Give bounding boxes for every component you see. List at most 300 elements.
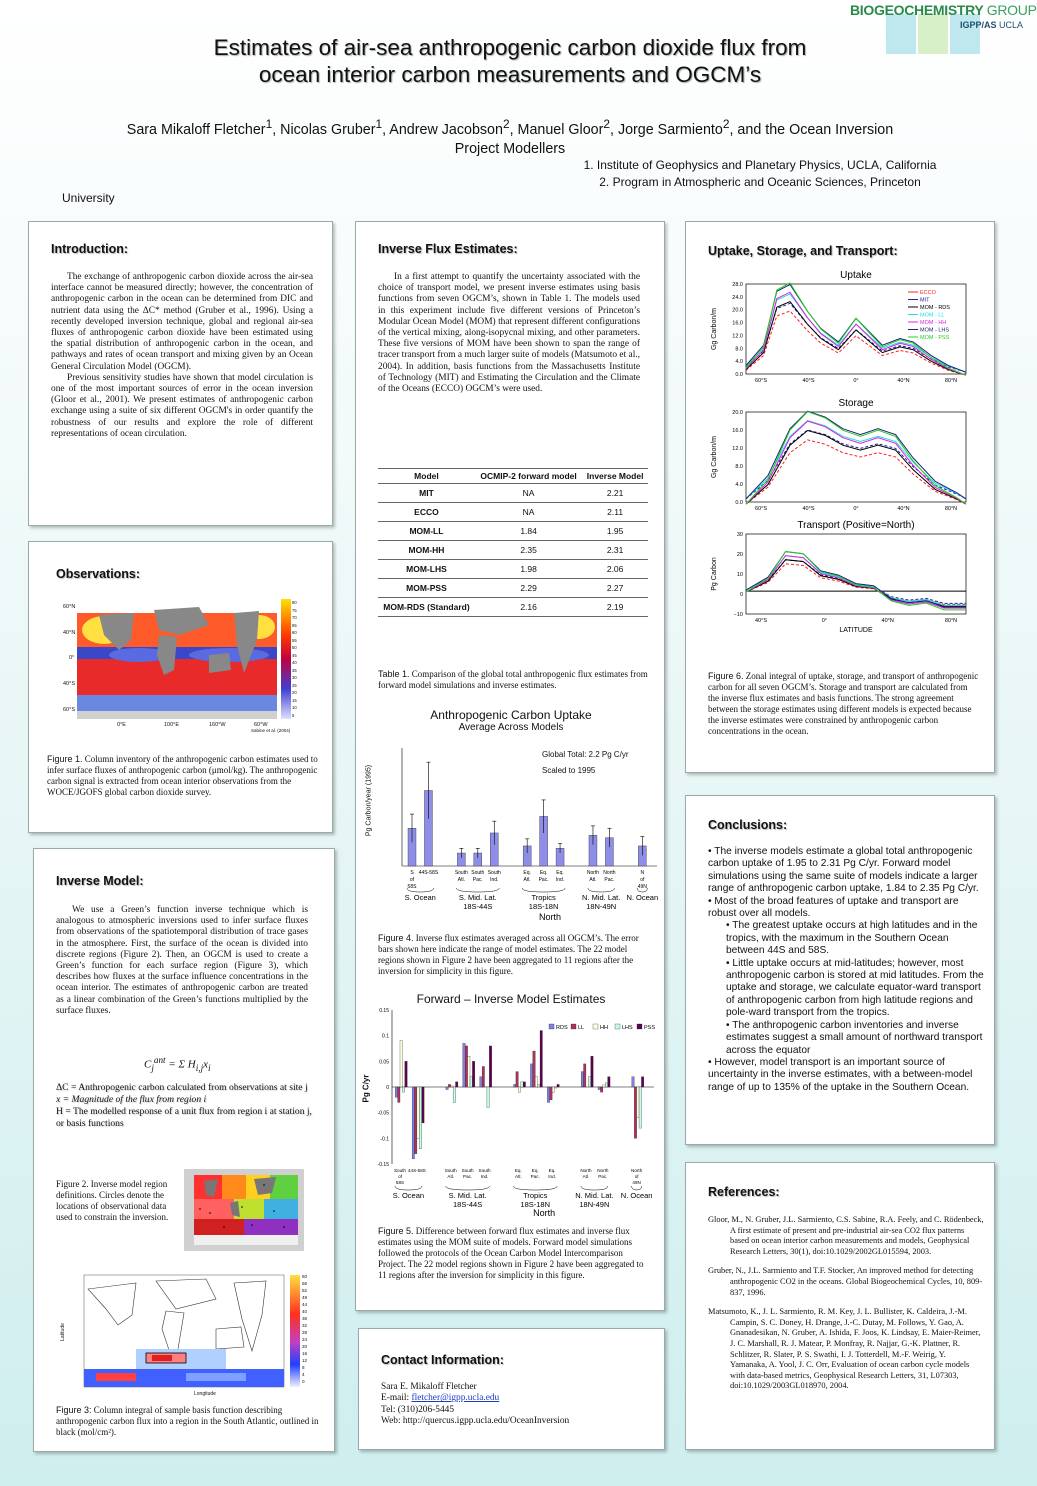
- bar: [535, 1077, 537, 1087]
- table-row: [378, 522, 648, 541]
- contact-title: Contact Information:: [381, 1353, 504, 1367]
- y-tick-label: 0.1: [382, 1033, 389, 1040]
- scale-label: 50: [292, 645, 297, 650]
- table-row: [378, 484, 648, 503]
- table-cell: 1.84: [475, 522, 582, 541]
- map-lat-5: 60°S: [63, 707, 75, 713]
- affiliation-1: 1. Institute of Geophysics and Planetary Physics, UCLA, California: [583, 158, 937, 172]
- x-tick-label: South: [478, 1168, 491, 1173]
- panel-title: Transport (Positive=North): [797, 520, 915, 531]
- figure-5-caption: [378, 1226, 648, 1281]
- map-lon-2: 100°E: [164, 722, 180, 728]
- legend-swatch: [549, 1024, 554, 1029]
- fig3-colorbar-labels: [302, 1273, 307, 1385]
- scale-label: 15: [292, 697, 297, 703]
- bar: [417, 1087, 419, 1138]
- x-tick-label: South: [454, 870, 468, 876]
- bar: [422, 1087, 424, 1123]
- table-cell: 2.06: [582, 560, 648, 579]
- bar: [598, 1087, 600, 1090]
- author-4: Manuel Gloor: [517, 121, 604, 138]
- group-brace: [446, 1186, 490, 1190]
- figure-6-caption: [708, 671, 980, 737]
- scale-label: 25: [292, 682, 297, 688]
- scale-label: 24: [302, 1337, 308, 1342]
- x-tick-label: Eq.: [523, 870, 531, 876]
- legend-label: MOM - PSS: [920, 335, 950, 341]
- x-tick-label: Atl.: [457, 877, 465, 883]
- bar: [514, 1084, 516, 1087]
- contact-web: Web: http://quercus.igpp.ucla.edu/OceanInversion: [381, 1416, 570, 1427]
- x-tick-label: 80°N: [944, 378, 958, 384]
- fig5-label: Figure 5.: [378, 1226, 414, 1236]
- scale-label: 55: [292, 637, 297, 643]
- table-cell: 2.29: [475, 579, 582, 598]
- scale-label: 0: [302, 1379, 305, 1384]
- map-lat-1: 60°N: [63, 604, 76, 610]
- logo-word: BIOGEOCHEMISTRY: [850, 2, 984, 18]
- x-tick-label: South: [444, 1168, 457, 1173]
- bar: [518, 1087, 520, 1092]
- scale-label: 75: [292, 607, 297, 613]
- x-tick-label: Eq.: [531, 1168, 539, 1173]
- bar: [516, 1072, 518, 1087]
- scale-label: 20: [302, 1344, 308, 1349]
- affiliation-2: 2. Program in Atmospheric and Oceanic Sciences, Princeton: [599, 175, 921, 189]
- poster-title: [100, 34, 920, 88]
- bar: [533, 1051, 535, 1087]
- x-tick-label: Pac.: [538, 877, 549, 883]
- email-link[interactable]: fletcher@igpp.ucla.edu: [411, 1393, 500, 1404]
- group-brace: [513, 1186, 557, 1190]
- intro-p1: The exchange of anthropogenic carbon dioxide across the air-sea interface cannot be measured directly; however, the concentration of anthropogenic carbon in the ocean can be determined from DIC and nutrient data using the ΔC* method (Gruber et al., 1996). Using a recently developed inversion technique, global and regional air-sea fluxes of anthropogenic carbon dioxide have been estimated using the spatial distribution of anthropogenic carbon in the ocean, and pathways and rates of ocean transport and mixing given by an Ocean General Circulation Model (OGCM).: [51, 272, 313, 372]
- author-2: Nicolas Gruber: [280, 121, 376, 138]
- group-label: 18S-18N: [520, 1200, 551, 1209]
- author-3: Andrew Jacobson: [389, 121, 503, 138]
- group-label: S. Mid. Lat.: [458, 893, 497, 902]
- logo-word-group: GROUP: [986, 2, 1037, 18]
- fig3-ylabel: Latitude: [59, 1323, 66, 1341]
- bar: [637, 1087, 639, 1118]
- conclusion-text: However, model transport is an important source of uncertainty in the inverse estimates, with a between-model range of up to 135% of the uptake in the Southern Ocean.: [708, 1056, 973, 1093]
- y-tick-label: 20.0: [732, 307, 743, 314]
- conclusion-item: • The greatest uptake occurs at high latitudes and in the tropics, with the maximum in the Southern Ocean between 44S and 58S.: [726, 920, 978, 957]
- table-row: [378, 503, 648, 522]
- authors-line-2: Project Modellers: [454, 140, 566, 157]
- definition-1: ΔC = Anthropogenic carbon calculated from observations at site j: [56, 1082, 308, 1093]
- y-tick-label: 20.0: [732, 410, 743, 416]
- x-tick-label: of: [640, 877, 645, 883]
- y-tick-label: 12.0: [732, 333, 743, 340]
- x-tick-label: Atl.: [589, 877, 597, 883]
- y-tick-label: 0.05: [379, 1059, 389, 1066]
- contact-name: Sara E. Mikaloff Fletcher: [381, 1382, 477, 1392]
- observations-title: Observations:: [56, 567, 141, 581]
- bar: [588, 1077, 590, 1087]
- sup: 2: [722, 117, 730, 131]
- y-tick-label: -0.1: [380, 1136, 389, 1143]
- bar: [634, 1087, 636, 1138]
- y-tick-label: 20: [736, 552, 743, 558]
- group-label: N. Ocean: [626, 893, 659, 902]
- legend-swatch: [615, 1024, 620, 1029]
- conclusions-panel: [685, 795, 995, 1145]
- group-brace: [456, 888, 499, 892]
- fig4-text: Inverse flux estimates averaged across all OGCM’s. The error bars shown here indicate the range of model estimates. The 22 model regions shown in Figure 2 have been aggregated to 11 regions after the inversion for simplicity in this figure.: [378, 933, 639, 976]
- group-brace: [588, 888, 614, 892]
- scale-label: 40: [292, 660, 297, 665]
- legend-label: HH: [600, 1025, 608, 1031]
- x-tick-label: Pac.: [472, 877, 483, 883]
- fig4-annotation-2: Scaled to 1995: [542, 766, 596, 775]
- bar: [400, 1041, 402, 1087]
- bar: [463, 1043, 465, 1087]
- bar: [405, 1061, 407, 1087]
- uptake-title: Uptake, Storage, and Transport:: [708, 244, 898, 258]
- x-tick-label: 0°: [853, 378, 859, 384]
- y-tick-label: 30: [736, 532, 743, 538]
- contact-panel: [358, 1328, 665, 1450]
- fig3-xlabel: Longitude: [194, 1391, 216, 1397]
- map-lon-4: 60°W: [254, 722, 268, 728]
- conclusion-text: The anthropogenic carbon inventories and inverse estimates suggest a small amount of northward transport across the equator: [726, 1019, 983, 1056]
- fig5-ylabel: Pg C/yr: [361, 1074, 371, 1103]
- north-label: North: [533, 1208, 556, 1218]
- fig1-label: Figure 1.: [47, 754, 83, 764]
- observations-panel: [28, 541, 333, 833]
- legend-label: MOM - RDS: [920, 305, 950, 311]
- inverse-model-text: [56, 905, 308, 1017]
- conclusion-item: • The inverse models estimate a global total anthropogenic carbon uptake of 1.95 to 2.31 Pg C/yr. Forward model simulations using the same suite of models indicate a larger range of anthropogenic carbon uptake, 1.84 to 2.35 Pg C/yr.: [708, 846, 979, 895]
- bar: [480, 1077, 482, 1087]
- table-header-row: [378, 469, 648, 484]
- invmodel-p1: We use a Green’s function inverse technique which is analogous to atmospheric inversions used to infer surface fluxes from observations of the spatiotemporal distribution of trace gases in the atmosphere. First, the surface of the ocean is divided into discrete regions (Figure 2). Then, an OGCM is used to create a Green’s function for each surface region (Figure 3), which describes how fluxes at the surface influence concentrations in the ocean interior. The estimates of anthropogenic carbon are treated as a linear combination of the Green’s functions multiplied by the surface fluxes.: [56, 905, 308, 1016]
- table-cell: 2.35: [475, 541, 582, 560]
- figure-1-caption: [47, 754, 325, 798]
- bar: [521, 1082, 523, 1087]
- x-tick-label: of: [409, 877, 415, 883]
- group-label: Tropics: [531, 893, 556, 902]
- x-tick-label: Atl.: [582, 1174, 590, 1179]
- bar: [395, 1087, 397, 1097]
- inverse-flux-text: [378, 272, 640, 395]
- x-tick-label: 60°S: [755, 378, 767, 384]
- conclusion-text: The greatest uptake occurs at high latitudes and in the tropics, with the maximum in the Southern Ocean between 44S and 58S.: [726, 920, 978, 957]
- fig3-label: Figure 3:: [56, 1405, 92, 1415]
- bar: [419, 1087, 421, 1149]
- bar: [600, 1087, 602, 1092]
- x-tick-label: 80°N: [944, 618, 958, 624]
- scale-label: 80: [292, 600, 297, 605]
- legend-swatch: [571, 1024, 576, 1029]
- bar: [538, 1084, 540, 1087]
- author-5: Jorge Sarmiento: [617, 121, 723, 138]
- conclusions-list: [708, 846, 986, 1094]
- y-tick-label: 4.0: [735, 359, 743, 366]
- x-tick-label: North: [597, 1168, 609, 1173]
- bar: [581, 1072, 583, 1087]
- bar: [547, 1087, 549, 1102]
- scale-label: 44: [302, 1302, 308, 1307]
- x-tick-label: Atl.: [447, 1174, 455, 1179]
- table-header: OCMIP-2 forward model: [475, 469, 582, 484]
- group-label: 18N-49N: [579, 1200, 610, 1209]
- table-cell: ECCO: [378, 503, 475, 522]
- table-cell: MOM-HH: [378, 541, 475, 560]
- introduction-title: Introduction:: [51, 242, 129, 256]
- x-tick-label: Pac.: [463, 1174, 473, 1179]
- logo-sub: IGPP/AS: [960, 20, 997, 30]
- x-tick-label: South: [393, 1168, 407, 1173]
- group-brace: [395, 1186, 422, 1190]
- figure-4-caption: [378, 933, 648, 977]
- north-label: North: [539, 912, 562, 922]
- y-tick-label: 10: [736, 572, 743, 578]
- x-tick-label: South: [461, 1168, 474, 1173]
- bar: [487, 1087, 489, 1108]
- group-label: N. Ocean: [620, 1191, 653, 1200]
- bar: [446, 1087, 448, 1090]
- y-tick-label: 28.0: [732, 282, 743, 288]
- fig4-title: Anthropogenic Carbon Uptake: [430, 708, 592, 722]
- bar: [603, 1085, 605, 1087]
- table-cell: MIT: [378, 484, 475, 503]
- bar: [555, 1087, 557, 1088]
- table-cell: 1.95: [582, 522, 648, 541]
- table-cell: MOM-RDS (Standard): [378, 598, 475, 617]
- author-1: Sara Mikaloff Fletcher: [126, 121, 266, 138]
- x-tick-label: Eq.: [539, 870, 548, 876]
- bar: [530, 1064, 532, 1087]
- x-tick-label: South: [471, 870, 485, 876]
- x-tick-label: 40°N: [897, 506, 910, 512]
- figure-4-chart: [374, 740, 664, 922]
- scale-label: 30: [292, 675, 297, 680]
- legend-label: LHS: [622, 1025, 633, 1031]
- x-tick-label: North: [631, 1168, 643, 1173]
- y-tick-label: 0.0: [735, 372, 743, 378]
- sup: 1: [375, 117, 383, 131]
- fig1-text: Column inventory of the anthropogenic carbon estimates used to infer surface fluxes of anthropogenic carbon (μmol/kg). The anthropogenic carbon signal is extracted from ocean interior observations from the WOCE/JGOFS global carbon dioxide survey.: [47, 754, 318, 797]
- affiliation-3: University: [62, 191, 115, 205]
- table-cell: 2.16: [475, 598, 582, 617]
- uptake-panel: [685, 221, 995, 773]
- conclusions-title: Conclusions:: [708, 818, 788, 832]
- x-tick-label: 40°N: [897, 378, 910, 384]
- table-cell: 2.27: [582, 579, 648, 598]
- x-tick-label: North: [603, 870, 616, 876]
- bar: [639, 1087, 641, 1128]
- group-label: Tropics: [523, 1191, 548, 1200]
- y-tick-label: 16.0: [732, 428, 743, 434]
- legend-label: PSS: [644, 1025, 656, 1031]
- title-line-2: ocean interior carbon measurements and OGCM’s: [258, 62, 762, 87]
- table1-label: Table 1.: [378, 669, 410, 679]
- bar: [552, 1087, 554, 1092]
- title-line-1: Estimates of air-sea anthropogenic carbon dioxide flux from: [213, 35, 807, 60]
- x-tick-label: Atl.: [515, 1174, 522, 1179]
- y-tick-label: 0.0: [735, 500, 743, 506]
- series-line: [746, 556, 966, 606]
- logo-sub-ucla: UCLA: [999, 20, 1024, 30]
- bar: [453, 1087, 455, 1102]
- y-tick-label: -0.05: [377, 1110, 389, 1117]
- bar: [465, 1046, 467, 1087]
- scale-label: 4: [302, 1372, 305, 1377]
- scale-label: 28: [302, 1330, 308, 1335]
- group-label: S. Mid. Lat.: [448, 1191, 487, 1200]
- bar: [470, 1077, 472, 1087]
- table-body: [378, 484, 648, 617]
- definition-2: x = Magnitude of the flux from region i: [56, 1094, 207, 1105]
- figure-6-chart: [706, 266, 986, 656]
- y-tick-label: 4.0: [735, 482, 743, 488]
- group-brace: [522, 888, 565, 892]
- x-tick-label: 40°N: [881, 618, 894, 624]
- group-label: N. Mid. Lat.: [575, 1191, 614, 1200]
- x-tick-label: 58S: [407, 884, 417, 890]
- scale-label: 70: [292, 615, 297, 620]
- table-cell: MOM-LHS: [378, 560, 475, 579]
- conclusion-text: Most of the broad features of uptake and transport are robust over all models.: [708, 895, 959, 920]
- legend-label: MIT: [920, 297, 930, 304]
- y-tick-label: 8.0: [735, 464, 743, 470]
- bar: [523, 1082, 525, 1087]
- fig3-text: Column integral of sample basis function describing anthropogenic carbon flux into a region in the South Atlantic, outlined in black (mol/cm²).: [56, 1405, 319, 1437]
- scale-label: 65: [292, 622, 297, 628]
- x-tick-label: of: [634, 1174, 639, 1179]
- bar: [540, 1031, 542, 1087]
- inverse-flux-panel: [355, 221, 665, 1311]
- scale-label: 60: [292, 630, 297, 635]
- group-brace: [632, 1186, 642, 1190]
- intro-p2: Previous sensitivity studies have shown that model circulation is one of the most important sources of error in the ocean inversion (Gloor et al., 2001). We present estimates of anthropogenic carbon exchange using a suite of six different OGCM's in order quantify the robustness of our results and explore the role of different representations of ocean circulation.: [51, 372, 313, 439]
- x-tick-label: North: [586, 870, 600, 876]
- y-tick-label: -0.15: [377, 1162, 389, 1168]
- bar: [489, 1046, 491, 1087]
- scale-label: 32: [302, 1323, 308, 1328]
- map-lat-3: 0°: [69, 655, 75, 661]
- scale-label: 5: [292, 712, 295, 718]
- bar: [632, 1077, 634, 1087]
- scale-label: 52: [302, 1288, 308, 1293]
- x-tick-label: N: [640, 870, 645, 876]
- y-tick-label: −10: [733, 612, 743, 618]
- legend-label: RDS: [556, 1025, 568, 1031]
- table-cell: NA: [475, 503, 582, 522]
- scale-label: 40: [302, 1309, 308, 1314]
- bar: [641, 1077, 643, 1087]
- bar: [468, 1056, 470, 1087]
- invflux-p1: In a first attempt to quantify the uncertainty associated with the choice of transport model, we present inverse estimates using basis functions from seven OGCM’s, shown in Table 1. The models used in this experiment include five different versions of Princeton’s Modular Ocean Model (MOM) that represent different configurations of the vertical mixing, along-isopycnal mixing, and other parameters. These five versions of MOM have been shown to span the range of tracer transport from a much larger suite of models (Matsumoto et al., 2004). In addition, basis functions from the Massachusetts Institute of Technology (MIT) and Estimating the Circulation and the Climate of the Oceans (ECCO) OGCM’s were used.: [378, 272, 640, 395]
- x-tick-label: 40°S: [755, 618, 767, 624]
- conclusion-text: Little uptake occurs at mid-latitudes; however, most anthropogenic carbon is stored at mid latitudes. From the uptake and storage, we calculate equator-ward transport of anthropogenic carbon from high latitude regions and pole-ward transport from the tropics.: [726, 957, 984, 1019]
- bar: [456, 1082, 458, 1087]
- x-tick-label: North: [580, 1168, 592, 1173]
- conclusion-item: • The anthropogenic carbon inventories and inverse estimates suggest a small amount of northward transport across the equator: [726, 1019, 983, 1056]
- panel-title: Storage: [838, 398, 874, 409]
- references-panel: [685, 1162, 995, 1450]
- table-1: [378, 468, 648, 617]
- legend-label: MOM - LHS: [920, 327, 950, 334]
- figure-3-basis-function-map: [66, 1269, 306, 1409]
- x-tick-label: 49N: [632, 1180, 641, 1185]
- group-label: N. Mid. Lat.: [582, 893, 621, 902]
- table-row: [378, 560, 648, 579]
- scale-label: 8: [302, 1365, 305, 1370]
- y-tick-label: 12.0: [732, 446, 743, 452]
- bar: [557, 1084, 559, 1087]
- series-line: [746, 552, 966, 608]
- bar: [451, 1086, 453, 1087]
- y-axis-label: Gg Carbon/m: [711, 435, 718, 479]
- y-tick-label: 16.0: [732, 320, 743, 327]
- x-tick-label: 58S: [395, 1180, 405, 1185]
- figure-3-caption: [56, 1405, 326, 1438]
- x-tick-label: 49N: [637, 884, 647, 890]
- x-tick-label: 40°S: [802, 378, 815, 384]
- y-tick-label: 24.0: [732, 294, 743, 301]
- conclusion-item: • However, model transport is an important source of uncertainty in the inverse estimates, with a between-model range of up to 135% of the uptake in the Southern Ocean.: [708, 1056, 973, 1093]
- group-label: S. Ocean: [392, 1191, 425, 1200]
- y-tick-label: 0.15: [379, 1008, 389, 1014]
- x-tick-label: 0°: [821, 618, 827, 624]
- table-row: [378, 579, 648, 598]
- bar: [482, 1066, 484, 1087]
- map-credit: Sabine et al. (2004): [251, 728, 291, 733]
- contact-tel: Tel: (310)206-5445: [381, 1404, 455, 1415]
- reference-1: Gloor, M., N. Gruber, J.L. Sarmiento, C.S. Sabine, R.A. Feely, and C. Rödenbeck, A first estimate of present and pre-industrial air-sea CO2 flux patterns based on ocean interior carbon measurements and models, Geophysical Research Letters, 30(1), doi:10.1029/2002GL015594, 2003.: [708, 1215, 984, 1256]
- contact-info: [381, 1382, 569, 1428]
- bar: [472, 1061, 474, 1087]
- sup: 2: [502, 117, 510, 131]
- panel-title: Uptake: [840, 270, 872, 281]
- fig4-subtitle: Average Across Models: [458, 722, 564, 733]
- x-tick-label: Ind.: [490, 877, 499, 883]
- authors-tail: , and the Ocean Inversion: [729, 121, 894, 138]
- figure-2-caption: Figure 2. Inverse model region definitions. Circles denote the locations of observational data used to constrain the inversion.: [56, 1179, 169, 1222]
- authors: Sara Mikaloff Fletcher$^1$, Nicolas Gruber$^1$, Andrew Jacobson$^2$, Manuel Gloor$^2$, Jorge Sarmiento$^2$, and the Ocean Inversion Project Modellers: [50, 115, 970, 159]
- introduction-panel: [28, 221, 333, 526]
- group-label: 18S-44S: [453, 1200, 483, 1209]
- x-tick-label: South: [487, 870, 501, 876]
- table-header: Inverse Model: [582, 469, 648, 484]
- legend-swatch: [637, 1024, 642, 1029]
- conclusion-item: • Most of the broad features of uptake and transport are robust over all models.: [708, 895, 959, 920]
- bar: [448, 1084, 450, 1087]
- table-row: [378, 598, 648, 617]
- fig4-annotation-1: Global Total: 2.2 Pg C/yr: [542, 750, 629, 759]
- conclusion-text: The inverse models estimate a global total anthropogenic carbon uptake of 1.95 to 2.31 Pg C/yr. Forward model simulations using the same suite of models indicate a larger range of anthropogenic carbon uptake, 1.84 to 2.35 Pg C/yr.: [708, 846, 979, 895]
- x-tick-label: Eq.: [556, 870, 564, 876]
- group-label: 18S-18N: [528, 902, 559, 911]
- sup: 2: [603, 117, 610, 131]
- fig6-label: Figure 6.: [708, 671, 744, 681]
- scale-label: 36: [302, 1316, 308, 1321]
- legend-label: MOM - LL: [920, 312, 945, 319]
- x-tick-label: 44S-58S: [418, 870, 439, 876]
- x-tick-label: 40°S: [802, 506, 815, 512]
- x-tick-label: Eq.: [548, 1168, 556, 1173]
- table1-text: Comparison of the global total anthropogenic flux estimates from forward model simulations and inverse estimates.: [378, 669, 648, 690]
- inverse-model-panel: [33, 848, 335, 1452]
- table-header: Model: [378, 469, 475, 484]
- legend-label: LL: [578, 1025, 585, 1031]
- figure-5-chart: [374, 1002, 664, 1228]
- map-colorbar-labels: [292, 599, 304, 719]
- fig4-ylabel: Pg Carbon/year (1995): [365, 764, 373, 837]
- map-lat-2: 40°N: [63, 630, 76, 636]
